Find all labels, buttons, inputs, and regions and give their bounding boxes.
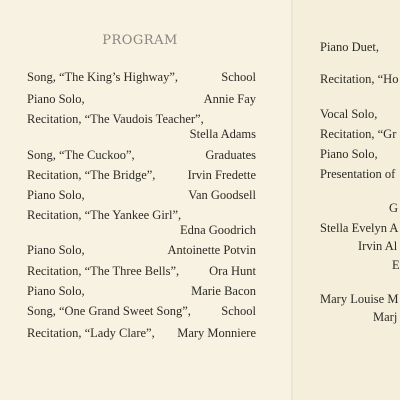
program-title: PROGRAM — [102, 33, 178, 48]
program-item-left: Song, “The Cuckoo”, — [27, 148, 135, 162]
program-item-performer: Ora Hunt — [209, 264, 256, 278]
right-page-line: Marj — [373, 310, 398, 324]
program-item-performer: Marie Bacon — [191, 284, 256, 298]
right-page-line: Stella Evelyn A — [320, 221, 399, 235]
program-item-left: Piano Solo, — [27, 188, 85, 202]
program-item-performer: Stella Adams — [189, 127, 256, 141]
program-item-performer: Irvin Fredette — [187, 168, 256, 182]
program-item-left: Song, “The King’s Highway”, — [27, 70, 179, 84]
program-item-left: Recitation, “The Bridge”, — [27, 168, 156, 182]
program-item-left: Piano Solo, — [27, 284, 85, 298]
program-item-performer: Antoinette Potvin — [167, 243, 256, 257]
program-item-performer: Edna Goodrich — [179, 223, 256, 237]
right-page-line: G — [389, 201, 399, 215]
program-item-left: Recitation, “The Vaudois Teacher”, — [27, 112, 204, 126]
program-item-performer: Van Goodsell — [188, 188, 256, 202]
page-fold — [291, 0, 293, 400]
right-page-line: Recitation, “Gr — [320, 127, 397, 141]
right-page-line: Piano Duet, — [320, 40, 380, 54]
right-page-line: E — [392, 258, 400, 272]
program-item-left: Recitation, “The Yankee Girl”, — [27, 208, 182, 222]
program-item-left: Recitation, “The Three Bells”, — [27, 264, 180, 278]
right-page-line: Mary Louise M — [320, 292, 399, 306]
right-page-line: Recitation, “Ho — [320, 72, 399, 86]
right-page-line: Irvin Al — [358, 239, 398, 253]
right-page — [293, 0, 400, 400]
program-item-performer: Mary Monniere — [177, 326, 256, 340]
program-item-left: Recitation, “Lady Clare”, — [27, 326, 155, 340]
program-item-left: Piano Solo, — [27, 92, 85, 106]
right-page-line: Piano Solo, — [320, 147, 378, 161]
program-item-left: Song, “One Grand Sweet Song”, — [27, 304, 191, 318]
program-item-performer: Graduates — [205, 148, 256, 162]
right-page-line: Presentation of — [320, 167, 396, 181]
program-item-performer: School — [221, 70, 256, 84]
program-item-left: Piano Solo, — [27, 243, 85, 257]
program-item-performer: Annie Fay — [203, 92, 256, 106]
program-item-performer: School — [221, 304, 256, 318]
right-page-line: Vocal Solo, — [320, 107, 378, 121]
